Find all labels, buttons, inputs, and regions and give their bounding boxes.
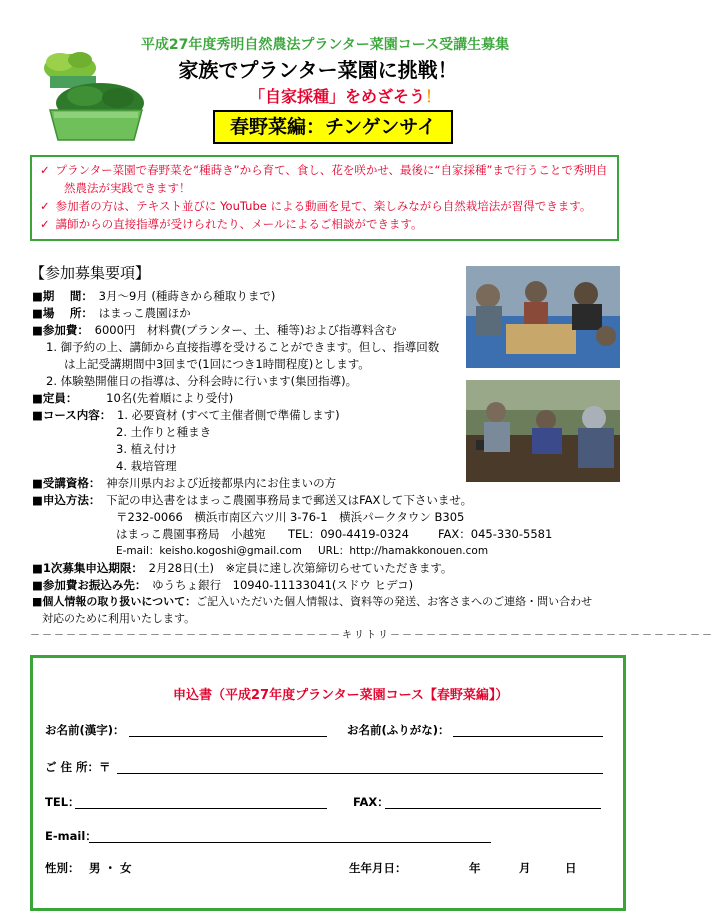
- birthday-day: 日: [565, 861, 577, 875]
- birthday-year: 年: [469, 861, 481, 875]
- office-email: E-mail：keisho.kogoshi@gmail.com: [116, 545, 302, 557]
- office-name: はまっこ農園事務局 小越宛: [116, 527, 266, 541]
- fee-row: [32, 322, 396, 338]
- period-row: [32, 288, 275, 304]
- birthday-month: 月: [519, 861, 531, 875]
- intro-text: 参加者の方は、テキスト並びに YouTube による動画を見て、楽しみながら自然栽培法が習得できます。: [55, 199, 592, 213]
- page-title: 家族でプランター菜園に挑戦！: [178, 58, 458, 82]
- deadline-value: 2月28日(土) ※定員に達し次第締切らせていただきます。: [148, 561, 453, 575]
- privacy-value: ご記入いただいた個人情報は、資料等の発送、お客さまへのご連絡・問い合わせ: [196, 595, 593, 608]
- bank-row: [32, 577, 413, 593]
- intro-item: [40, 215, 611, 233]
- name-kana-field[interactable]: [453, 736, 603, 737]
- capacity-row: [32, 390, 233, 406]
- period-label: ■期 間：: [32, 289, 88, 303]
- fee-note-2: 2. 体験塾開催日の指導は、分科会時に行います(集団指導)。: [46, 374, 358, 388]
- check-icon: ✓: [40, 217, 50, 231]
- address-label: ご 住 所：〒: [45, 760, 111, 774]
- intro-text: 然農法が実践できます！: [64, 181, 191, 195]
- content-item: 2. 土作りと種まき: [116, 425, 212, 439]
- fee-note-1b: は上記受講期間中3回まで(1回につき1時間程度)とします。: [64, 357, 370, 371]
- apply-row: [32, 492, 472, 508]
- address-field[interactable]: [117, 773, 603, 774]
- name-kana-label: お名前(ふりがな)：: [347, 723, 450, 737]
- privacy-row: [32, 594, 592, 610]
- series-banner: 春野菜編：チンゲンサイ: [213, 110, 453, 144]
- check-icon: ✓: [40, 199, 50, 213]
- catchphrase-mark: ！: [425, 87, 442, 106]
- period-value: 3月～9月 (種蒔きから種取りまで): [98, 289, 276, 303]
- gender-options[interactable]: 男 ・ 女: [89, 861, 132, 875]
- fax-label: FAX：: [353, 795, 389, 809]
- apply-value: 下記の申込書をはまっこ農園事務局まで郵送又はFAXして下さいませ。: [106, 493, 473, 507]
- intro-item: [40, 197, 611, 215]
- office-address: 〒232-0066 横浜市南区六ツ川 3-76-1 横浜パークタウン B305: [116, 510, 465, 524]
- place-label: ■場 所：: [32, 306, 88, 320]
- email-field[interactable]: [89, 842, 491, 843]
- content-item: 4. 栽培管理: [116, 459, 177, 473]
- name-kanji-label: お名前(漢字)：: [45, 723, 125, 737]
- bank-label: ■参加費お振込み先：: [32, 578, 141, 592]
- intro-item: [40, 161, 611, 179]
- intro-item-cont: [64, 179, 611, 197]
- name-kanji-field[interactable]: [129, 736, 327, 737]
- catchphrase: [230, 84, 460, 107]
- place-value: はまっこ農園ほか: [98, 306, 191, 320]
- office-tel: TEL：090-4419-0324: [288, 527, 409, 541]
- application-form: [30, 655, 626, 911]
- workshop-photo-2: [466, 380, 620, 482]
- tel-field[interactable]: [75, 808, 327, 809]
- email-label: E-mail：: [45, 829, 97, 843]
- intro-box: [30, 155, 619, 241]
- intro-text: 講師からの直接指導が受けられたり、メールによるご相談ができます。: [55, 217, 423, 231]
- recruitment-subtitle: 平成27年度秀明自然農法プランター菜園コース受講生募集: [140, 37, 510, 53]
- content-item: 1. 必要資材 (すべて主催者側で準備します): [117, 408, 340, 422]
- form-title: 申込書（平成27年度プランター菜園コース【春野菜編】）: [173, 688, 509, 703]
- content-label: ■コース内容：: [32, 408, 106, 422]
- catchphrase-text: 「自家採種」をめざそう: [248, 87, 425, 106]
- place-row: [32, 305, 191, 321]
- office-url: URL：http://hamakkonouen.com: [318, 545, 489, 557]
- planter-illustration: [40, 48, 148, 144]
- fee-value: 6000円 材料費(プランター、土、種等)および指導料含む: [94, 323, 397, 337]
- deadline-label: ■1次募集申込期限：: [32, 561, 138, 575]
- workshop-photo-1: [466, 266, 620, 368]
- content-item: 3. 植え付け: [116, 442, 177, 456]
- bank-value: ゆうちょ銀行 10940-11133041(スドウ ヒデコ): [152, 578, 414, 592]
- apply-label: ■申込方法：: [32, 493, 95, 507]
- cut-line: －－－－－－－－－－－－－－－－－－－－－－－－－－キリトリ－－－－－－－－－－－－－－－－－－－－－－－－－－－: [30, 630, 714, 641]
- section-title: 【参加募集要項】: [30, 264, 151, 282]
- fee-label: ■参加費：: [32, 323, 84, 337]
- birthday-label: 生年月日：: [349, 861, 407, 875]
- capacity-label: ■定員：: [32, 391, 72, 405]
- office-fax: FAX：045-330-5581: [438, 527, 553, 541]
- qualification-row: [32, 475, 336, 491]
- check-icon: ✓: [40, 163, 50, 177]
- tel-label: TEL：: [45, 795, 80, 809]
- deadline-row: [32, 560, 452, 576]
- intro-text: プランター菜園で春野菜を“種蒔き”から育て、食し、花を咲かせ、最後に“自家採種”まで行うことで秀明自: [55, 163, 608, 177]
- privacy-label: ■個人情報の取り扱いについて：: [32, 595, 197, 608]
- capacity-value: 10名(先着順により受付): [106, 391, 234, 405]
- gender-label: 性別：: [45, 861, 80, 875]
- privacy-value-2: 対応のために利用いたします。: [42, 612, 196, 625]
- qualification-value: 神奈川県内および近接都県内にお住まいの方: [106, 476, 337, 490]
- fee-note-1a: 1. 御予約の上、講師から直接指導を受けることができます。但し、指導回数: [46, 340, 440, 354]
- qualification-label: ■受講資格：: [32, 476, 95, 490]
- content-row: [32, 407, 340, 423]
- fax-field[interactable]: [385, 808, 601, 809]
